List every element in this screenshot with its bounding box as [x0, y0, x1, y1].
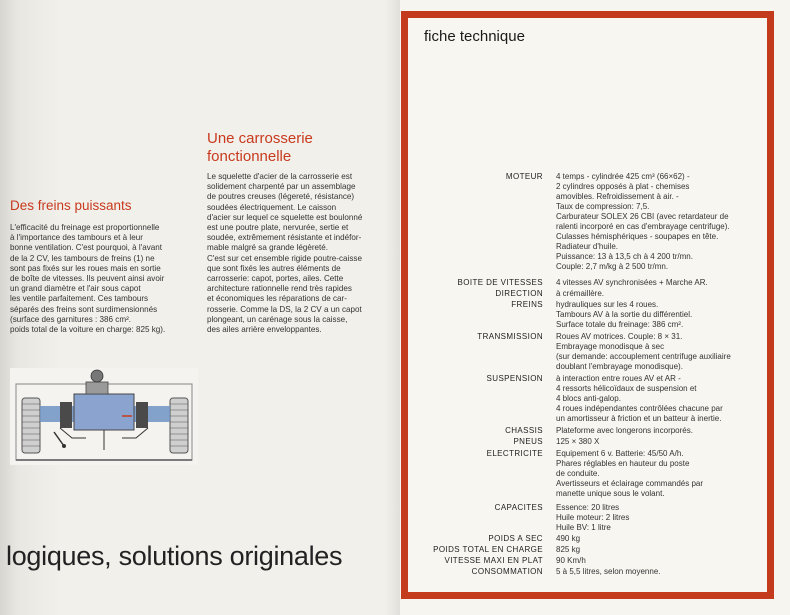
spec-value: Plateforme avec longerons incorporés.: [556, 426, 693, 435]
spec-label: DIRECTION: [495, 289, 543, 298]
carrosserie-heading-line-2: fonctionnelle: [207, 148, 292, 165]
carrosserie-heading-line-1: Une carrosserie: [207, 130, 313, 147]
spec-label: FREINS: [511, 300, 543, 309]
spec-label: PNEUS: [513, 437, 543, 446]
spec-value: 4 vitesses AV synchronisées + Marche AR.: [556, 278, 708, 287]
tagline: logiques, solutions originales: [6, 541, 343, 571]
carrosserie-text-column: [207, 172, 392, 335]
spec-label: MOTEUR: [505, 172, 543, 181]
fiche-title: fiche technique: [424, 28, 525, 45]
spec-value: à interaction entre roues AV et AR - 4 ressorts hélicoïdaux de suspension et 4 blocs anti-galop. 4 roues indépendantes contrôlées chacune par un amortisseur à friction et un batteur à inertie.: [556, 374, 723, 423]
spec-label: CONSOMMATION: [471, 567, 543, 576]
spec-value: 90 Km/h: [556, 556, 586, 565]
spec-value: Equipement 6 v. Batterie: 45/50 A/h. Phares réglables en hauteur du poste de conduite. Avertisseurs et éclairage commandés par manette unique sous le volant.: [556, 449, 704, 498]
spec-label: ELECTRICITE: [486, 449, 543, 458]
spec-label: CAPACITES: [494, 503, 543, 512]
freins-text-column: [10, 223, 195, 335]
carrosserie-paragraph: Le squelette d'acier de la carrosserie est solidement charpenté par un assemblage de poutres creuses (légereté, résistance) soudées électriquement. Le caisson d'acier sur lequel ce squelette est boulonné est une poutre plate, nervurée, sertie et soudée, extrêmement résistante et indéfor- mable malgré sa grande légèreté. C'est sur cet ensemble rigide poutre-caisse que sont fixés les autres éléments de carrosserie: capot, portes, ailes. Cette architecture rationnelle rend très rapides et économiques les réparations de car- rosserie. Comme la DS, la 2 CV a un capot plongeant, un carénage sous la caisse, des ailes arrière enveloppantes.: [207, 172, 363, 335]
spec-value: 5 à 5,5 litres, selon moyenne.: [556, 567, 661, 576]
spec-label: BOITE DE VITESSES: [457, 278, 543, 287]
freins-heading: Des freins puissants: [10, 198, 132, 213]
spec-label: SUSPENSION: [486, 374, 543, 383]
freins-paragraph: L'efficacité du freinage est proportionnelle à l'importance des tambours et à leur bonne ventilation. C'est pourquoi, à l'avant de la 2 CV, les tambours de freins (1) ne sont pas fixés sur les roues mais en sortie de boîte de vitesses. Ils peuvent ainsi avoir un grand diamètre et l'air sous capot les ventile parfaitement. Ces tambours séparés des freins sont surdimensionnés (surface des garnitures : 386 cm². poids total de la voiture en charge: 825 kg).: [10, 223, 166, 335]
spec-value: à crémaillère.: [556, 289, 605, 298]
brake-mechanism-drawing-icon: [10, 368, 198, 465]
spec-label: VITESSE MAXI EN PLAT: [444, 556, 543, 565]
spec-label: TRANSMISSION: [477, 332, 543, 341]
spec-value: 490 kg: [556, 534, 581, 543]
spec-label: CHASSIS: [505, 426, 543, 435]
spec-value: Roues AV motrices. Couple: 8 × 31. Embrayage monodisque à sec (sur demande: accouplement centrifuge auxiliaire doublant l'embrayage monodisque).: [556, 332, 731, 371]
spec-value: 125 × 380 X: [556, 437, 600, 446]
spec-value: hydrauliques sur les 4 roues. Tambours AV à la sortie du différentiel. Surface totale du freinage: 386 cm².: [556, 300, 693, 329]
carrosserie-heading: [207, 130, 313, 166]
spec-label: POIDS TOTAL EN CHARGE: [433, 545, 543, 554]
spec-value: 4 temps - cylindrée 425 cm³ (66×62) - 2 cylindres opposés à plat - chemises amovibles. Refroidissement à air. - Taux de compression: 7,5. Carburateur SOLEX 26 CBI (avec retardateur de ralenti incorporé en cas d'embrayage centrifuge). Culasses hémisphériques - soupapes en tête. Radiateur d'huile. Puissance: 13 à 13,5 ch à 4 200 tr/mn. Couple: 2,7 m/kg à 2 500 tr/mn.: [556, 172, 730, 271]
spec-value: 825 kg: [556, 545, 581, 554]
spec-value: Essence: 20 litres Huile moteur: 2 litres Huile BV: 1 litre: [556, 503, 630, 532]
spec-label: POIDS A SEC: [488, 534, 543, 543]
